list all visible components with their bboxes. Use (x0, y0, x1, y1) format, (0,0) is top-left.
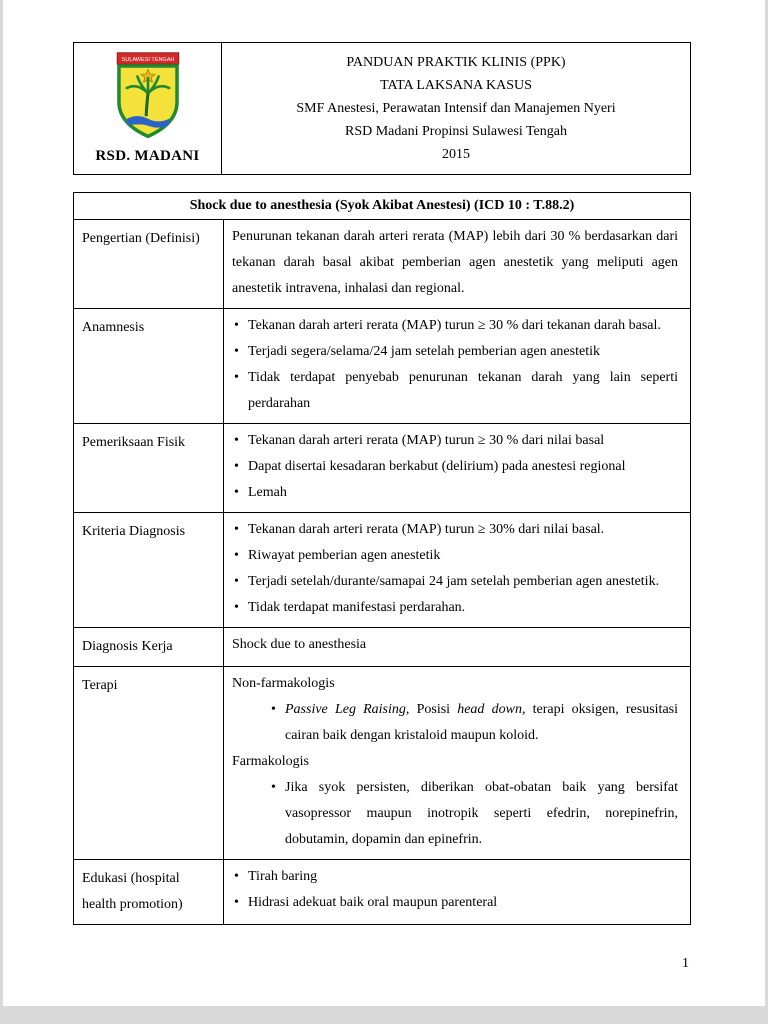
terapi-passive-leg-raising: Passive Leg Raising (285, 702, 406, 717)
terapi-text-segment: , Posisi (405, 702, 458, 717)
letterhead-line-5: 2015 (442, 147, 470, 162)
edukasi-list (232, 864, 678, 916)
list-item: • Tekanan darah arteri rerata (MAP) turun ≥ 30 % dari tekanan darah basal. (232, 313, 678, 339)
terapi-text-segment: , terapi oksigen, resusitasi cairan baik dengan kristaloid maupun koloid. (285, 702, 678, 743)
diagnosis-kerja-text: Shock due to anesthesia (232, 637, 367, 652)
list-item: • Tekanan darah arteri rerata (MAP) turun ≥ 30 % dari nilai basal (232, 428, 678, 454)
row-label-terapi: Terapi (74, 667, 224, 860)
row-pengertian (74, 220, 691, 309)
row-content-edukasi (224, 860, 691, 925)
list-item: • Dapat disertai kesadaran berkabut (delirium) pada anestesi regional (232, 454, 678, 480)
row-content-terapi (224, 667, 691, 860)
letterhead-text (222, 43, 691, 175)
anamnesis-list (232, 313, 678, 417)
row-edukasi (74, 860, 691, 925)
row-label-kriteria-diagnosis: Kriteria Diagnosis (74, 513, 224, 628)
list-item (269, 697, 678, 749)
row-pemeriksaan-fisik (74, 424, 691, 513)
list-item: • Jika syok persisten, diberikan obat-obatan baik yang bersifat vasopressor maupun inotropik seperti efedrin, norepinefrin, dobutamin, dopamin dan epinefrin. (269, 775, 678, 853)
list-item: • Tirah baring (232, 864, 678, 890)
terapi-nonfarm-list (232, 697, 678, 749)
hospital-name: RSD. MADANI (95, 147, 200, 164)
letterhead-line-4: RSD Madani Propinsi Sulawesi Tengah (345, 124, 567, 139)
row-content-diagnosis-kerja (224, 628, 691, 667)
letterhead-line-1: PANDUAN PRAKTIK KLINIS (PPK) (346, 55, 566, 70)
list-item: • Tekanan darah arteri rerata (MAP) turun ≥ 30% dari nilai basal. (232, 517, 678, 543)
pengertian-text: Penurunan tekanan darah arteri rerata (MAP) lebih dari 30 % berdasarkan dari tekanan darah basal akibat pemberian agen anestetik yang meliputi agen anestetik intravena, inhalasi dan regional. (232, 229, 678, 296)
table-title-row (74, 193, 691, 220)
letterhead-line-3: SMF Anestesi, Perawatan Intensif dan Manajemen Nyeri (296, 101, 616, 116)
page-number: 1 (682, 956, 689, 971)
row-content-anamnesis (224, 309, 691, 424)
row-kriteria-diagnosis (74, 513, 691, 628)
list-item: • Terjadi setelah/durante/samapai 24 jam setelah pemberian agen anestetik. (232, 569, 678, 595)
row-content-pemeriksaan-fisik (224, 424, 691, 513)
row-label-anamnesis: Anamnesis (74, 309, 224, 424)
list-item: • Terjadi segera/selama/24 jam setelah pemberian agen anestetik (232, 339, 678, 365)
terapi-farm-list (232, 775, 678, 853)
row-label-edukasi: Edukasi (hospital health promotion) (74, 860, 224, 925)
logo-cell (74, 43, 222, 175)
pemeriksaan-fisik-list (232, 428, 678, 506)
row-label-diagnosis-kerja: Diagnosis Kerja (74, 628, 224, 667)
terapi-heading-farmakologis: Farmakologis (232, 754, 309, 769)
row-label-pengertian: Pengertian (Definisi) (74, 220, 224, 309)
terapi-heading-nonfarmakologis: Non-farmakologis (232, 676, 335, 691)
row-content-pengertian (224, 220, 691, 309)
list-item: • Lemah (232, 480, 678, 506)
row-terapi (74, 667, 691, 860)
letterhead (73, 42, 691, 175)
document-page (3, 0, 765, 1006)
row-content-kriteria-diagnosis (224, 513, 691, 628)
table-title: Shock due to anesthesia (Syok Akibat Anestesi) (ICD 10 : T.88.2) (74, 193, 691, 220)
row-diagnosis-kerja (74, 628, 691, 667)
ppk-table (73, 192, 691, 925)
row-label-pemeriksaan-fisik: Pemeriksaan Fisik (74, 424, 224, 513)
emblem-banner-text: SULAWESI TENGAH (121, 56, 174, 63)
terapi-head-down: head down (457, 702, 522, 717)
list-item: • Riwayat pemberian agen anestetik (232, 543, 678, 569)
sulawesi-tengah-emblem-icon (111, 51, 185, 139)
list-item: • Tidak terdapat manifestasi perdarahan. (232, 595, 678, 621)
list-item: • Hidrasi adekuat baik oral maupun parenteral (232, 890, 678, 916)
letterhead-line-2: TATA LAKSANA KASUS (380, 78, 532, 93)
kriteria-diagnosis-list (232, 517, 678, 621)
list-item: • Tidak terdapat penyebab penurunan tekanan darah yang lain seperti perdarahan (232, 365, 678, 417)
row-anamnesis (74, 309, 691, 424)
